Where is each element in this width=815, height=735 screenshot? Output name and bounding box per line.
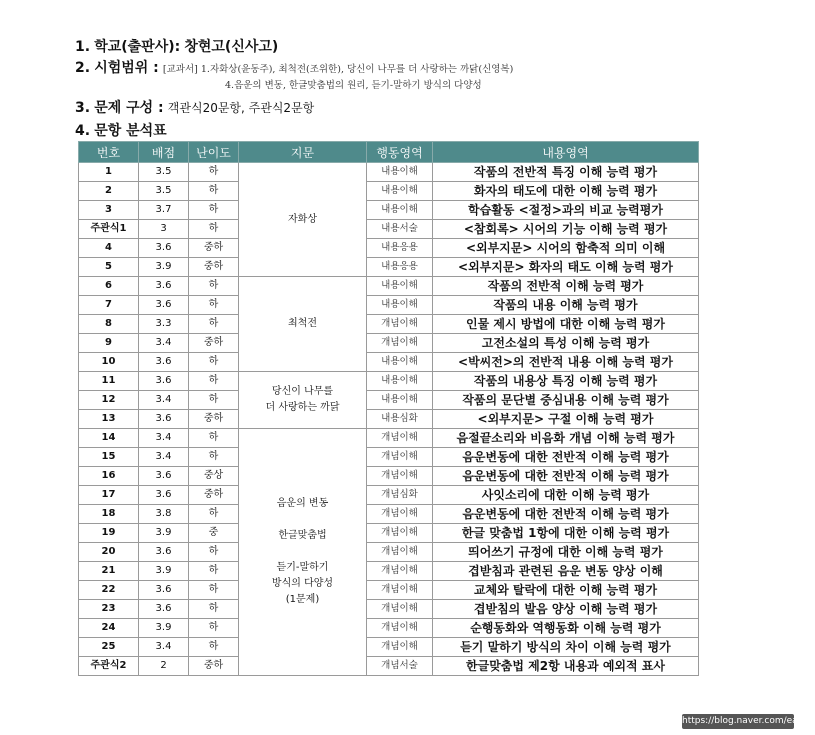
header-label: 문항 분석표 — [94, 123, 167, 139]
col-header-score: 배점 — [139, 142, 189, 163]
cell-content: 겹받침의 발음 양상 이해 능력 평가 — [433, 600, 699, 619]
watermark: https://blog.naver.com/ean4u — [682, 714, 794, 729]
cell-behavior: 개념이해 — [367, 448, 433, 467]
analysis-table — [78, 141, 699, 676]
table-row — [79, 220, 699, 239]
cell-behavior: 개념이해 — [367, 334, 433, 353]
cell-score: 3.5 — [139, 182, 189, 201]
header-num: 3. — [75, 100, 91, 116]
table-row — [79, 182, 699, 201]
header-value: [교과서] 1.자화상(윤동주), 최척전(조위한), 당신이 나무를 더 사랑하는 까닭(신영복) — [162, 64, 514, 75]
cell-content: 작품의 내용 이해 능력 평가 — [433, 296, 699, 315]
cell-content: 화자의 태도에 대한 이해 능력 평가 — [433, 182, 699, 201]
cell-score: 3.9 — [139, 562, 189, 581]
cell-content: 듣기 말하기 방식의 차이 이해 능력 평가 — [433, 638, 699, 657]
cell-behavior: 내용이해 — [367, 353, 433, 372]
cell-score: 3.6 — [139, 296, 189, 315]
cell-behavior: 내용이해 — [367, 201, 433, 220]
cell-difficulty: 중하 — [189, 410, 239, 429]
cell-difficulty: 하 — [189, 315, 239, 334]
cell-score: 3.4 — [139, 429, 189, 448]
cell-difficulty: 하 — [189, 182, 239, 201]
cell-content: 한글 맞춤법 1항에 대한 이해 능력 평가 — [433, 524, 699, 543]
cell-number: 14 — [79, 429, 139, 448]
cell-difficulty: 하 — [189, 448, 239, 467]
table-header-row — [79, 142, 699, 163]
table-row — [79, 543, 699, 562]
table-row — [79, 296, 699, 315]
cell-difficulty: 하 — [189, 638, 239, 657]
cell-difficulty: 하 — [189, 296, 239, 315]
table-row — [79, 581, 699, 600]
cell-number: 24 — [79, 619, 139, 638]
cell-number: 주관식2 — [79, 657, 139, 676]
table-row — [79, 429, 699, 448]
cell-content: 고전소설의 특성 이해 능력 평가 — [433, 334, 699, 353]
cell-score: 3.6 — [139, 467, 189, 486]
table-row — [79, 372, 699, 391]
cell-content: <외부지문> 시어의 함축적 의미 이해 — [433, 239, 699, 258]
cell-difficulty: 하 — [189, 372, 239, 391]
cell-number: 22 — [79, 581, 139, 600]
cell-behavior: 개념이해 — [367, 524, 433, 543]
cell-difficulty: 하 — [189, 391, 239, 410]
header-line-range — [75, 57, 513, 77]
cell-number: 23 — [79, 600, 139, 619]
cell-behavior: 개념이해 — [367, 562, 433, 581]
cell-number: 6 — [79, 277, 139, 296]
cell-content: 음절끝소리와 비음화 개념 이해 능력 평가 — [433, 429, 699, 448]
table-row — [79, 410, 699, 429]
cell-number: 15 — [79, 448, 139, 467]
cell-behavior: 내용이해 — [367, 277, 433, 296]
cell-difficulty: 하 — [189, 619, 239, 638]
cell-behavior: 개념심화 — [367, 486, 433, 505]
cell-number: 8 — [79, 315, 139, 334]
table-row — [79, 657, 699, 676]
cell-score: 3.3 — [139, 315, 189, 334]
cell-score: 3.4 — [139, 391, 189, 410]
cell-behavior: 내용이해 — [367, 296, 433, 315]
cell-difficulty: 하 — [189, 543, 239, 562]
cell-content: <참회록> 시어의 기능 이해 능력 평가 — [433, 220, 699, 239]
cell-behavior: 개념이해 — [367, 638, 433, 657]
header-value: 객관식20문항, 주관식2문항 — [167, 101, 315, 115]
cell-number: 21 — [79, 562, 139, 581]
cell-difficulty: 하 — [189, 581, 239, 600]
cell-behavior: 내용응용 — [367, 258, 433, 277]
table-row — [79, 239, 699, 258]
cell-difficulty: 중하 — [189, 239, 239, 258]
col-header-number: 번호 — [79, 142, 139, 163]
header-line-analysis — [75, 120, 167, 140]
table-row — [79, 277, 699, 296]
cell-score: 3.6 — [139, 277, 189, 296]
cell-content: 한글맞춤법 제2항 내용과 예외적 표사 — [433, 657, 699, 676]
header-label: 학교(출판사): — [94, 39, 181, 55]
cell-passage: 음운의 변동 한글맞춤법 듣기-말하기 방식의 다양성 (1문제) — [239, 429, 367, 676]
cell-content: 작품의 내용상 특징 이해 능력 평가 — [433, 372, 699, 391]
cell-behavior: 개념이해 — [367, 600, 433, 619]
cell-number: 11 — [79, 372, 139, 391]
cell-number: 2 — [79, 182, 139, 201]
cell-content: 인물 제시 방법에 대한 이해 능력 평가 — [433, 315, 699, 334]
header-line-range-cont — [225, 77, 482, 92]
cell-content: 교체와 탈락에 대한 이해 능력 평가 — [433, 581, 699, 600]
header-num: 2. — [75, 60, 91, 76]
table-row — [79, 258, 699, 277]
cell-behavior: 내용서술 — [367, 220, 433, 239]
cell-difficulty: 하 — [189, 505, 239, 524]
table-row — [79, 391, 699, 410]
header-num: 1. — [75, 39, 91, 55]
table-body — [79, 163, 699, 676]
cell-difficulty: 하 — [189, 220, 239, 239]
header-line-composition — [75, 97, 314, 117]
cell-score: 3 — [139, 220, 189, 239]
cell-score: 3.4 — [139, 448, 189, 467]
cell-behavior: 개념이해 — [367, 505, 433, 524]
cell-score: 3.9 — [139, 258, 189, 277]
cell-number: 1 — [79, 163, 139, 182]
cell-number: 7 — [79, 296, 139, 315]
cell-difficulty: 하 — [189, 600, 239, 619]
cell-behavior: 개념이해 — [367, 543, 433, 562]
col-header-behavior: 행동영역 — [367, 142, 433, 163]
cell-score: 3.6 — [139, 410, 189, 429]
header-line-school — [75, 36, 278, 56]
header-label: 문제 구성 : — [94, 100, 164, 116]
cell-content: 학습활동 <절정>과의 비교 능력평가 — [433, 201, 699, 220]
cell-number: 12 — [79, 391, 139, 410]
cell-content: 띄어쓰기 규정에 대한 이해 능력 평가 — [433, 543, 699, 562]
cell-number: 5 — [79, 258, 139, 277]
cell-number: 13 — [79, 410, 139, 429]
cell-difficulty: 중 — [189, 524, 239, 543]
table-row — [79, 562, 699, 581]
table-row — [79, 505, 699, 524]
cell-behavior: 내용심화 — [367, 410, 433, 429]
cell-number: 18 — [79, 505, 139, 524]
cell-difficulty: 중하 — [189, 334, 239, 353]
cell-score: 3.4 — [139, 638, 189, 657]
cell-score: 3.5 — [139, 163, 189, 182]
cell-passage: 자화상 — [239, 163, 367, 277]
cell-score: 3.6 — [139, 543, 189, 562]
cell-difficulty: 하 — [189, 562, 239, 581]
cell-content: <외부지문> 화자의 태도 이해 능력 평가 — [433, 258, 699, 277]
cell-score: 3.6 — [139, 486, 189, 505]
cell-score: 3.7 — [139, 201, 189, 220]
table-row — [79, 448, 699, 467]
cell-number: 10 — [79, 353, 139, 372]
cell-score: 3.6 — [139, 372, 189, 391]
cell-difficulty: 하 — [189, 201, 239, 220]
cell-number: 16 — [79, 467, 139, 486]
cell-passage: 당신이 나무를 더 사랑하는 까닭 — [239, 372, 367, 429]
cell-content: 순행동화와 역행동화 이해 능력 평가 — [433, 619, 699, 638]
table-row — [79, 467, 699, 486]
cell-behavior: 개념이해 — [367, 429, 433, 448]
col-header-difficulty: 난이도 — [189, 142, 239, 163]
cell-content: 겹받침과 관련된 음운 변동 양상 이해 — [433, 562, 699, 581]
table-row — [79, 315, 699, 334]
cell-number: 4 — [79, 239, 139, 258]
cell-score: 3.9 — [139, 524, 189, 543]
cell-score: 3.6 — [139, 239, 189, 258]
cell-behavior: 내용이해 — [367, 372, 433, 391]
cell-content: 작품의 문단별 중심내용 이해 능력 평가 — [433, 391, 699, 410]
cell-difficulty: 하 — [189, 353, 239, 372]
header-label: 시험범위 : — [94, 60, 159, 76]
cell-behavior: 개념이해 — [367, 619, 433, 638]
cell-behavior: 개념이해 — [367, 467, 433, 486]
table-row — [79, 638, 699, 657]
cell-content: <박씨전>의 전반적 내용 이해 능력 평가 — [433, 353, 699, 372]
cell-content: 음운변동에 대한 전반적 이해 능력 평가 — [433, 467, 699, 486]
cell-number: 3 — [79, 201, 139, 220]
header-value: 4.음운의 변동, 한글맞춤법의 원리, 듣기-말하기 방식의 다양성 — [225, 80, 482, 91]
cell-difficulty: 하 — [189, 277, 239, 296]
cell-difficulty: 중하 — [189, 657, 239, 676]
cell-number: 9 — [79, 334, 139, 353]
cell-number: 17 — [79, 486, 139, 505]
cell-behavior: 개념서술 — [367, 657, 433, 676]
col-header-passage: 지문 — [239, 142, 367, 163]
cell-number: 주관식1 — [79, 220, 139, 239]
cell-content: 작품의 전반적 특징 이해 능력 평가 — [433, 163, 699, 182]
cell-content: 작품의 전반적 이해 능력 평가 — [433, 277, 699, 296]
header-value: 창현고(신사고) — [184, 39, 279, 55]
header-num: 4. — [75, 123, 91, 139]
col-header-content: 내용영역 — [433, 142, 699, 163]
cell-difficulty: 하 — [189, 429, 239, 448]
cell-difficulty: 중하 — [189, 258, 239, 277]
cell-score: 3.9 — [139, 619, 189, 638]
table-row — [79, 600, 699, 619]
cell-score: 3.8 — [139, 505, 189, 524]
cell-behavior: 개념이해 — [367, 581, 433, 600]
table-row — [79, 163, 699, 182]
cell-behavior: 내용이해 — [367, 163, 433, 182]
table-row — [79, 353, 699, 372]
cell-behavior: 개념이해 — [367, 315, 433, 334]
cell-score: 3.6 — [139, 600, 189, 619]
table-row — [79, 334, 699, 353]
cell-behavior: 내용이해 — [367, 182, 433, 201]
cell-score: 3.6 — [139, 353, 189, 372]
cell-behavior: 내용응용 — [367, 239, 433, 258]
cell-score: 2 — [139, 657, 189, 676]
cell-content: 음운변동에 대한 전반적 이해 능력 평가 — [433, 448, 699, 467]
cell-number: 20 — [79, 543, 139, 562]
cell-passage: 최척전 — [239, 277, 367, 372]
table-row — [79, 619, 699, 638]
cell-number: 19 — [79, 524, 139, 543]
cell-content: 음운변동에 대한 전반적 이해 능력 평가 — [433, 505, 699, 524]
cell-difficulty: 중상 — [189, 467, 239, 486]
cell-content: 사잇소리에 대한 이해 능력 평가 — [433, 486, 699, 505]
cell-score: 3.4 — [139, 334, 189, 353]
cell-difficulty: 하 — [189, 163, 239, 182]
cell-content: <외부지문> 구절 이해 능력 평가 — [433, 410, 699, 429]
cell-number: 25 — [79, 638, 139, 657]
table-row — [79, 486, 699, 505]
cell-difficulty: 중하 — [189, 486, 239, 505]
table-row — [79, 524, 699, 543]
table-row — [79, 201, 699, 220]
cell-score: 3.6 — [139, 581, 189, 600]
cell-behavior: 내용이해 — [367, 391, 433, 410]
